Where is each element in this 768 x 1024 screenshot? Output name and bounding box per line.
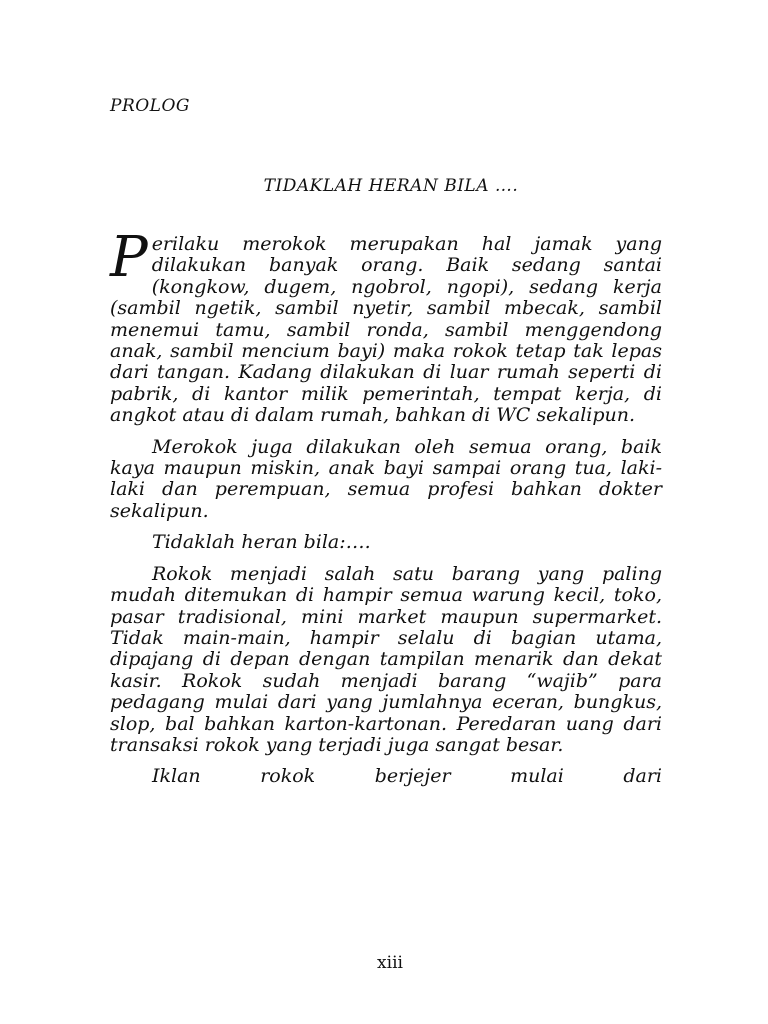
paragraph-1-text: erilaku merokok merupakan hal jamak yang dilakukan banyak orang. Baik sedang santai (kongkow, dugem, ngobrol, ngopi), sedang kerja (sambil ngetik, sambil nyetir, sambil mbecak, sambil menemui tamu, sambil ronda, sambil menggendong anak, sambil mencium bayi) maka rokok tetap tak lepas dari tangan. Kadang dilakukan di luar rumah seperti di pabrik, di kantor milik pemerintah, tempat kerja, di angkot atau di dalam rumah, bahkan di WC sekalipun. <box>110 233 662 427</box>
drop-cap: P <box>110 225 148 290</box>
chapter-title: TIDAKLAH HERAN BILA …. <box>263 176 519 196</box>
paragraph-5: Iklan rokok berjejer mulai dari <box>152 765 662 788</box>
paragraph-3: Tidaklah heran bila:…. <box>152 531 371 554</box>
paragraph-4: Rokok menjadi salah satu barang yang paling mudah ditemukan di hampir semua warung kecil, toko, pasar tradisional, mini market maupun supermarket. Tidak main-main, hampir selalu di bagian utama, dipajang di depan dengan tampilan menarik dan dekat kasir. Rokok sudah menjadi barang “wajib” para pedagang mulai dari yang jumlahnya eceran, bungkus, slop, bal bahkan karton-kartonan. Peredaran uang dari transaksi rokok yang terjadi juga sangat besar. <box>110 562 662 756</box>
section-heading: PROLOG <box>110 96 190 116</box>
paragraph-1 <box>110 225 662 427</box>
page-number: xiii <box>377 953 403 973</box>
body-text <box>110 225 662 798</box>
paragraph-2: Merokok juga dilakukan oleh semua orang, baik kaya maupun miskin, anak bayi sampai orang tua, laki-laki dan perempuan, semua profesi bahkan dokter sekalipun. <box>110 435 662 522</box>
